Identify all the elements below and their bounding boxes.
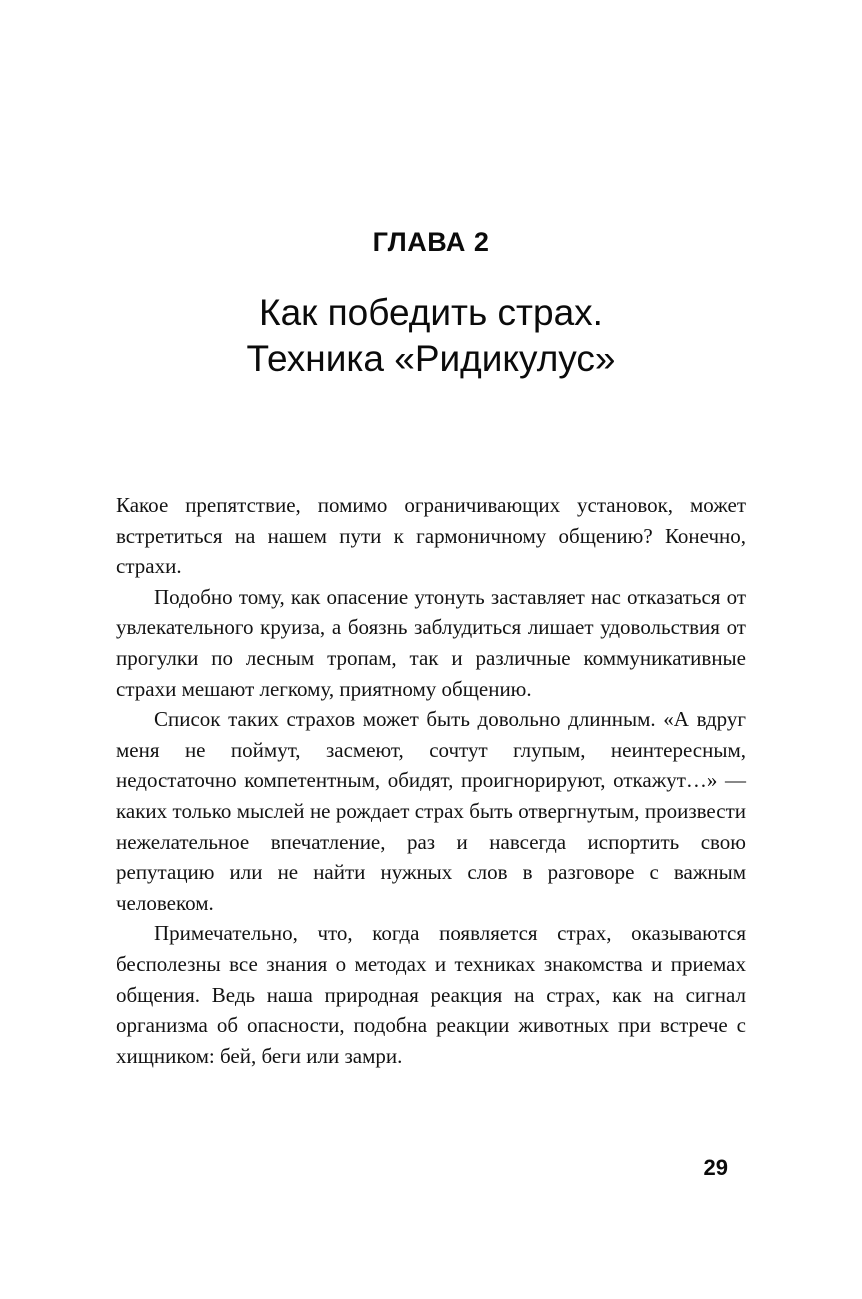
paragraph-1: Какое препятствие, помимо ограничивающих установок, может встретиться на нашем пути к гармоничному общению? Конечно, страхи.	[116, 493, 746, 579]
paragraph-4: Примечательно, что, когда появляется страх, оказываются бесполезны все знания о методах и техниках знакомства и приемах общения. Ведь наша природная реакция на страх, как на сигнал организма об опасности, подобна реакции животных при встрече с хищником: бей, беги или замри.	[116, 921, 746, 1068]
page-content	[116, 0, 746, 1071]
page-number: 29	[703, 1155, 728, 1180]
chapter-title-line-2: Техника «Ридикулус»	[246, 338, 616, 379]
body-text	[116, 490, 746, 1071]
chapter-title-line-1: Как победить страх.	[259, 292, 603, 333]
paragraph-2: Подобно тому, как опасение утонуть заставляет нас отказаться от увлекательного круиза, а боязнь заблудиться лишает удовольствия от прогулки по лесным тропам, так и различные коммуникативные страхи мешают легкому, приятному общению.	[116, 584, 746, 701]
chapter-label: ГЛАВА 2	[372, 227, 490, 257]
chapter-title	[116, 290, 746, 382]
paragraph-3: Список таких страхов может быть довольно длинным. «А вдруг меня не поймут, засмеют, сочтут глупым, неинтересным, недостаточно компетентным, обидят, проигнорируют, откажут…» — каких только мыслей не рождает страх быть отвергнутым, произвести нежелательное впечатление, раз и навсегда испортить свою репутацию или не найти нужных слов в разговоре с важным человеком.	[116, 707, 746, 915]
